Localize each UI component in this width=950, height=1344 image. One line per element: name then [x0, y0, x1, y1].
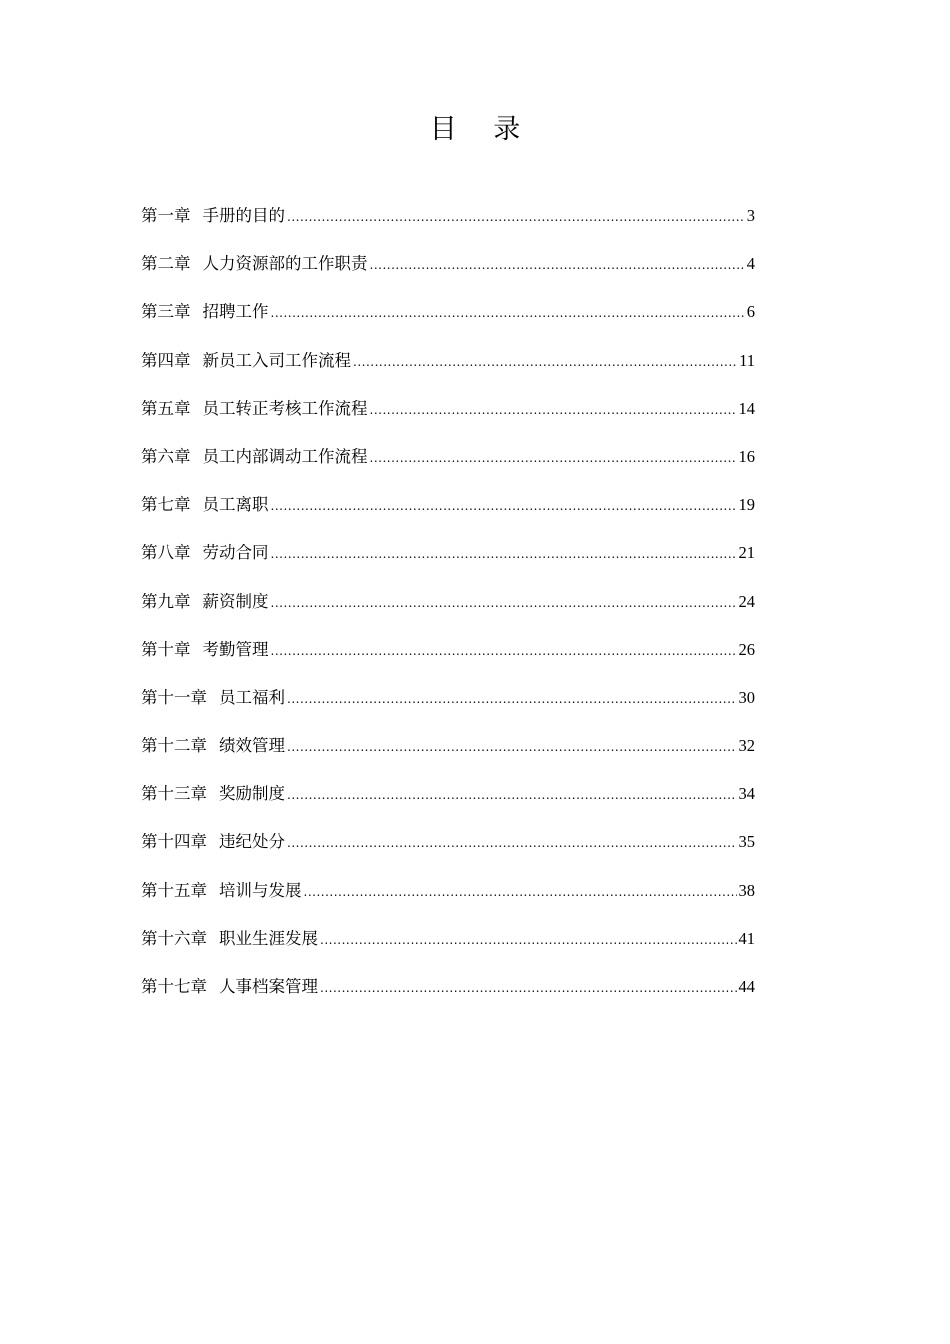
toc-chapter-number: 第十六章 — [141, 928, 207, 948]
toc-chapter-number: 第九章 — [141, 591, 191, 611]
toc-entry[interactable] — [141, 969, 755, 1017]
toc-page-number: 32 — [738, 736, 755, 756]
toc-entry[interactable] — [141, 632, 755, 680]
toc-page-number: 35 — [738, 832, 755, 852]
toc-chapter-heading: 违纪处分 — [219, 832, 285, 852]
toc-page-number: 24 — [738, 591, 755, 611]
toc-page-number: 6 — [746, 302, 755, 322]
toc-chapter-number: 第十章 — [141, 639, 191, 659]
toc-page-number: 4 — [746, 254, 755, 274]
toc-entry[interactable] — [141, 487, 755, 535]
toc-chapter-heading: 手册的目的 — [202, 206, 285, 225]
toc-dot-leader — [271, 295, 745, 331]
toc-dot-leader — [287, 681, 737, 717]
toc-chapter-number: 第十五章 — [141, 880, 207, 900]
toc-chapter-heading: 劳动合同 — [202, 543, 269, 563]
toc-chapter-number: 第五章 — [141, 398, 191, 418]
toc-entry[interactable] — [141, 584, 755, 632]
toc-dot-leader — [370, 440, 737, 476]
toc-dot-leader — [271, 633, 737, 669]
toc-dot-leader — [370, 392, 737, 428]
toc-entry[interactable] — [141, 535, 755, 583]
toc-dot-leader — [271, 536, 737, 572]
toc-chapter-number: 第一章 — [141, 206, 191, 225]
toc-chapter-number: 第十三章 — [141, 784, 207, 804]
toc-page-number: 30 — [738, 687, 755, 707]
toc-chapter-heading: 人事档案管理 — [219, 977, 318, 996]
toc-chapter-heading: 薪资制度 — [202, 591, 269, 611]
toc-dot-leader — [304, 874, 737, 910]
toc-page-number: 19 — [738, 495, 755, 515]
toc-entry[interactable] — [141, 343, 755, 391]
toc-page-number: 3 — [746, 206, 755, 225]
toc-entry[interactable] — [141, 921, 755, 969]
toc-chapter-heading: 绩效管理 — [219, 736, 285, 756]
toc-page-number: 44 — [738, 977, 755, 996]
toc-dot-leader — [271, 585, 737, 621]
toc-title: 目 录 — [429, 114, 535, 145]
toc-page-number: 16 — [738, 446, 755, 466]
toc-chapter-number: 第七章 — [141, 495, 191, 515]
toc-page-number: 21 — [738, 543, 755, 563]
toc-chapter-heading: 奖励制度 — [219, 784, 285, 804]
toc-chapter-heading: 员工福利 — [219, 687, 285, 707]
toc-dot-leader — [271, 488, 737, 524]
toc-chapter-heading: 员工内部调动工作流程 — [202, 446, 368, 466]
toc-page-number: 34 — [738, 784, 755, 804]
toc-dot-leader — [320, 970, 737, 1006]
toc-dot-leader — [353, 344, 737, 380]
toc-entry[interactable] — [141, 824, 755, 872]
toc-entry[interactable] — [141, 198, 755, 246]
toc-entry[interactable] — [141, 680, 755, 728]
toc-chapter-number: 第十二章 — [141, 736, 207, 756]
toc-chapter-number: 第十一章 — [141, 687, 207, 707]
toc-entry[interactable] — [141, 873, 755, 921]
toc-chapter-heading: 员工离职 — [202, 495, 269, 515]
toc-entry[interactable] — [141, 294, 755, 342]
toc-page-number: 41 — [738, 928, 755, 948]
toc-entry[interactable] — [141, 439, 755, 487]
toc-dot-leader — [287, 729, 737, 765]
toc-page-number: 26 — [738, 639, 755, 659]
toc-chapter-number: 第三章 — [141, 302, 191, 322]
toc-dot-leader — [320, 922, 737, 958]
toc-chapter-heading: 人力资源部的工作职责 — [202, 254, 368, 274]
toc-dot-leader — [370, 247, 745, 283]
toc-entry[interactable] — [141, 391, 755, 439]
toc-chapter-heading: 职业生涯发展 — [219, 928, 318, 948]
toc-chapter-number: 第六章 — [141, 446, 191, 466]
toc-page-number: 14 — [738, 398, 755, 418]
toc-chapter-heading: 招聘工作 — [202, 302, 269, 322]
toc-dot-leader — [287, 199, 745, 235]
toc-chapter-number: 第八章 — [141, 543, 191, 563]
toc-chapter-heading: 新员工入司工作流程 — [202, 350, 351, 370]
toc-chapter-number: 第二章 — [141, 254, 191, 274]
toc-chapter-number: 第十四章 — [141, 832, 207, 852]
toc-chapter-number: 第四章 — [141, 350, 191, 370]
toc-page-number: 38 — [738, 880, 755, 900]
toc-chapter-heading: 培训与发展 — [219, 880, 302, 900]
toc-dot-leader — [287, 825, 737, 861]
toc-dot-leader — [287, 777, 737, 813]
toc-entry[interactable] — [141, 776, 755, 824]
toc-chapter-heading: 员工转正考核工作流程 — [202, 398, 368, 418]
toc-entry[interactable] — [141, 728, 755, 776]
toc-entry[interactable] — [141, 246, 755, 294]
toc-chapter-number: 第十七章 — [141, 977, 207, 996]
toc-chapter-heading: 考勤管理 — [202, 639, 269, 659]
toc-list — [141, 198, 755, 1017]
toc-page-number: 11 — [739, 350, 755, 370]
